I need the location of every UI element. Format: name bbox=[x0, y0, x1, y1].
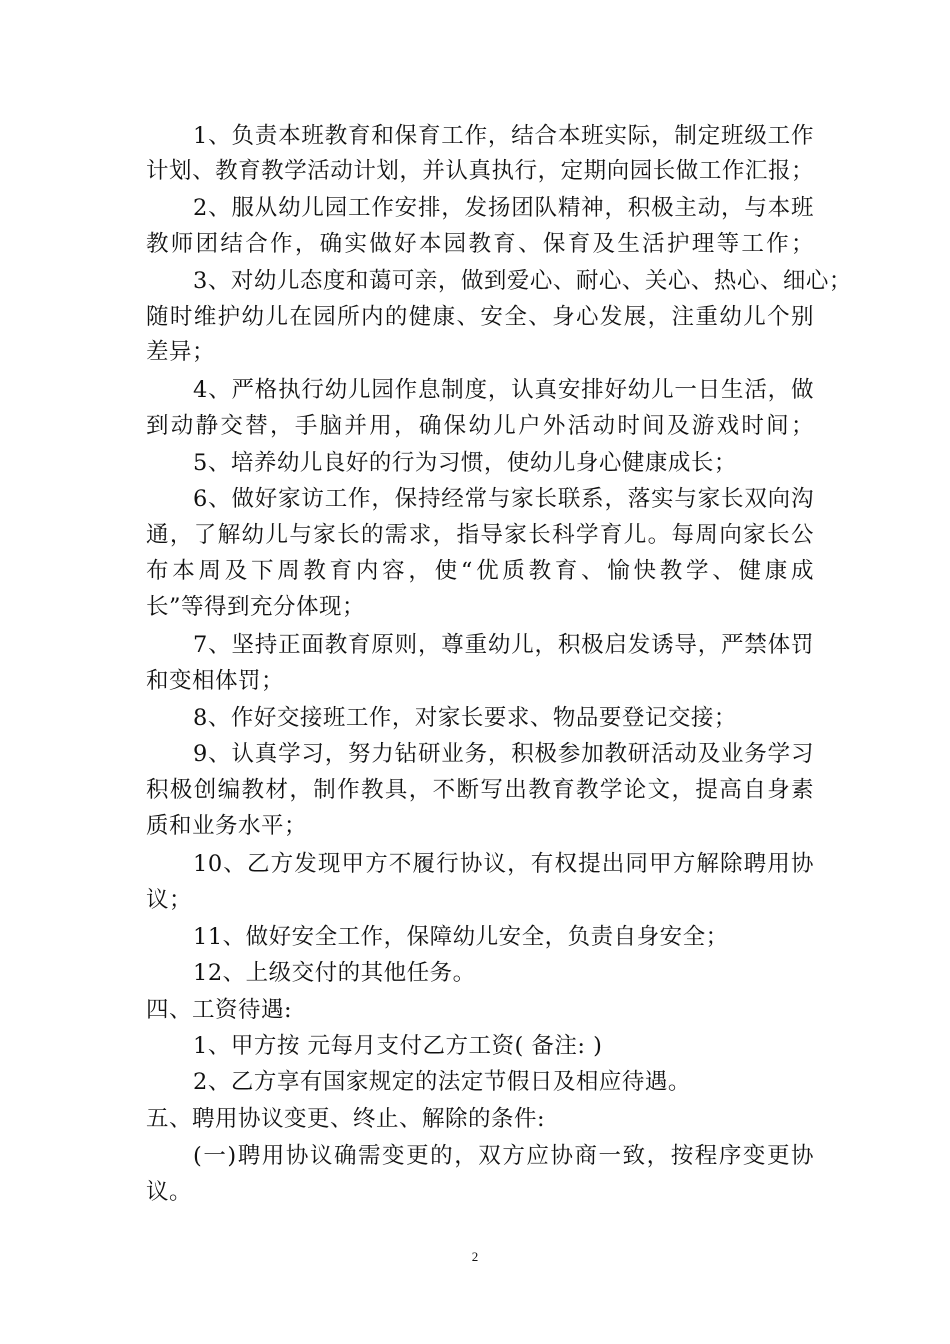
duty-6-line-1: 6、做好家访工作，保持经常与家长联系，落实与家长双向沟 bbox=[193, 486, 814, 512]
section-5-heading: 五、聘用协议变更、终止、解除的条件: bbox=[146, 1106, 546, 1132]
duty-1-line-2: 计划、教育教学活动计划，并认真执行，定期向园长做工作汇报； bbox=[146, 158, 814, 184]
duty-10-line-2: 议； bbox=[146, 887, 193, 913]
duty-9-line-2: 积极创编教材，制作教具，不断写出教育教学论文，提高自身素 bbox=[146, 777, 814, 803]
duty-9-line-1: 9、认真学习，努力钻研业务，积极参加教研活动及业务学习 bbox=[193, 741, 814, 767]
duty-6-line-4: 长”等得到充分体现； bbox=[146, 594, 366, 620]
salary-item-1: 1、甲方按 元每月支付乙方工资( 备注: ) bbox=[193, 1033, 603, 1059]
duty-2-line-1: 2、服从幼儿园工作安排，发扬团队精神，积极主动，与本班 bbox=[193, 195, 814, 221]
section-4-heading: 四、工资待遇: bbox=[146, 997, 293, 1023]
duty-4-line-2: 到动静交替，手脑并用，确保幼儿户外活动时间及游戏时间； bbox=[146, 413, 814, 439]
page-number: 2 bbox=[471, 1249, 479, 1264]
duty-6-line-2: 通，了解幼儿与家长的需求，指导家长科学育儿。每周向家长公 bbox=[146, 522, 814, 548]
duty-1-line-1: 1、负责本班教育和保育工作，结合本班实际，制定班级工作 bbox=[193, 123, 814, 149]
duty-11-line-1: 11、做好安全工作，保障幼儿安全，负责自身安全； bbox=[193, 924, 729, 950]
duty-12-line-1: 12、上级交付的其他任务。 bbox=[193, 960, 476, 986]
change-condition-1-line-1: (一)聘用协议确需变更的，双方应协商一致，按程序变更协 bbox=[193, 1143, 814, 1169]
duty-3-line-1: 3、对幼儿态度和蔼可亲，做到爱心、耐心、关心、热心、细心； bbox=[193, 268, 852, 294]
duty-8-line-1: 8、作好交接班工作，对家长要求、物品要登记交接； bbox=[193, 705, 737, 731]
duty-5-line-1: 5、培养幼儿良好的行为习惯，使幼儿身心健康成长； bbox=[193, 450, 737, 476]
duty-2-line-2: 教师团结合作，确实做好本园教育、保育及生活护理等工作； bbox=[146, 231, 814, 257]
duty-10-line-1: 10、乙方发现甲方不履行协议，有权提出同甲方解除聘用协 bbox=[193, 851, 814, 877]
duty-4-line-1: 4、严格执行幼儿园作息制度，认真安排好幼儿一日生活，做 bbox=[193, 377, 814, 403]
duty-3-line-3: 差异； bbox=[146, 339, 216, 365]
change-condition-1-line-2: 议。 bbox=[146, 1179, 193, 1205]
duty-7-line-2: 和变相体罚； bbox=[146, 668, 285, 694]
salary-item-2: 2、乙方享有国家规定的法定节假日及相应待遇。 bbox=[193, 1069, 691, 1095]
duty-9-line-3: 质和业务水平； bbox=[146, 813, 308, 839]
duty-3-line-2: 随时维护幼儿在园所内的健康、安全、身心发展，注重幼儿个别 bbox=[146, 304, 814, 330]
duty-6-line-3: 布本周及下周教育内容，使“优质教育、愉快教学、健康成 bbox=[146, 558, 814, 584]
duty-7-line-1: 7、坚持正面教育原则，尊重幼儿，积极启发诱导，严禁体罚 bbox=[193, 632, 814, 658]
